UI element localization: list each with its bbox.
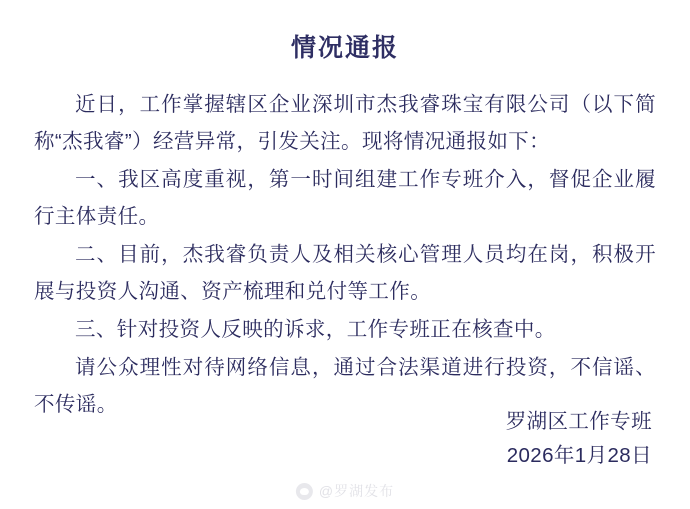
paragraph-intro: 近日，工作掌握辖区企业深圳市杰我睿珠宝有限公司（以下简称“杰我睿”）经营异常，引发关注。现将情况通报如下： <box>34 93 656 153</box>
paragraph-item-3: 三、针对投资人反映的诉求，工作专班正在核查中。 <box>75 318 556 341</box>
weibo-logo-icon <box>296 483 313 500</box>
watermark-text: @罗湖发布 <box>318 483 395 499</box>
page-title: 情况通报 <box>290 34 399 62</box>
signature-date: 2026年1月28日 <box>506 444 652 467</box>
paragraph-closing: 请公众理性对待网络信息，通过合法渠道进行投资，不信谣、不传谣。 <box>34 356 656 416</box>
watermark <box>296 481 394 501</box>
paragraph-item-2: 二、目前，杰我睿负责人及相关核心管理人员均在岗，积极开展与投资人沟通、资产梳理和兑付等工作。 <box>34 243 656 303</box>
paragraph-item-1: 一、我区高度重视，第一时间组建工作专班介入，督促企业履行主体责任。 <box>34 168 656 228</box>
signature-block <box>506 405 652 473</box>
signature-organization: 罗湖区工作专班 <box>505 410 652 433</box>
